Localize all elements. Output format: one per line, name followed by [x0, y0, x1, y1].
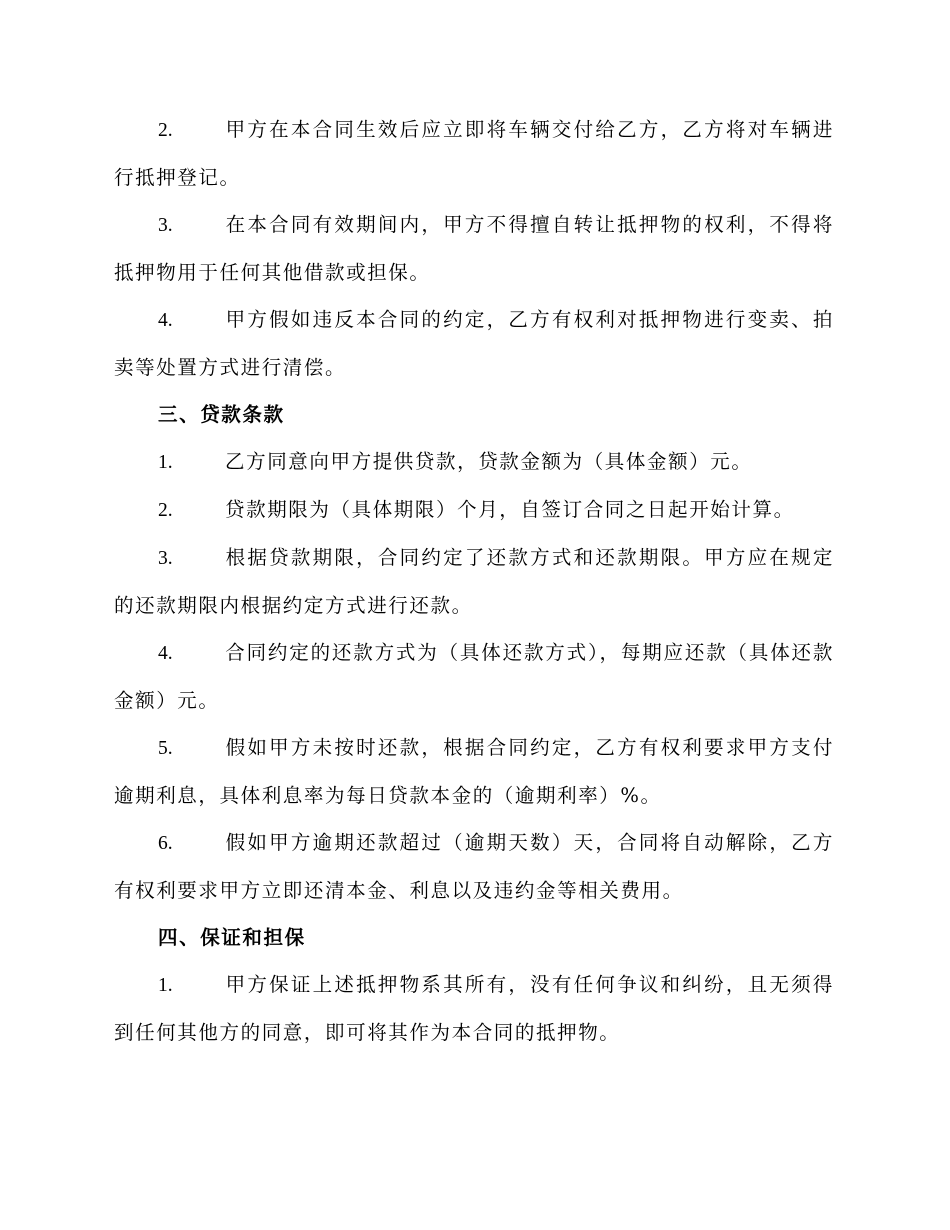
clause-item: [114, 534, 834, 629]
clause-number: 1.: [158, 975, 173, 996]
clause-text: 假如甲方未按时还款，根据合同约定，乙方有权利要求甲方支付逾期利息，具体利息率为每日贷款本金的（逾期利率）%。: [114, 736, 834, 807]
clause-number: 3.: [158, 548, 173, 569]
clause-item: [114, 486, 834, 534]
clause-text: 贷款期限为（具体期限）个月，自签订合同之日起开始计算。: [225, 498, 795, 521]
clause-item: [114, 629, 834, 724]
clause-number: 3.: [158, 215, 173, 236]
clause-text: 合同约定的还款方式为（具体还款方式），每期应还款（具体还款金额）元。: [114, 641, 834, 712]
clause-text: 假如甲方逾期还款超过（逾期天数）天，合同将自动解除，乙方有权利要求甲方立即还清本金、利息以及违约金等相关费用。: [114, 831, 834, 902]
clause-item: [114, 724, 834, 819]
clause-item: [114, 438, 834, 486]
clause-number: 5.: [158, 738, 173, 759]
clause-text: 根据贷款期限，合同约定了还款方式和还款期限。甲方应在规定的还款期限内根据约定方式进行还款。: [114, 546, 834, 617]
clause-number: 6.: [158, 833, 173, 854]
document-body: [114, 106, 834, 1056]
clause-text: 甲方在本合同生效后应立即将车辆交付给乙方，乙方将对车辆进行抵押登记。: [114, 118, 834, 189]
clause-text: 甲方假如违反本合同的约定，乙方有权利对抵押物进行变卖、拍卖等处置方式进行清偿。: [114, 308, 834, 379]
section-heading: 四、保证和担保: [158, 926, 306, 949]
clause-item: [114, 819, 834, 914]
clause-item: [114, 201, 834, 296]
clause-text: 在本合同有效期间内，甲方不得擅自转让抵押物的权利，不得将抵押物用于任何其他借款或担保。: [114, 213, 834, 284]
clause-text: 乙方同意向甲方提供贷款，贷款金额为（具体金额）元。: [225, 450, 753, 473]
clause-text: 甲方保证上述抵押物系其所有，没有任何争议和纠纷，且无须得到任何其他方的同意，即可将其作为本合同的抵押物。: [114, 973, 834, 1044]
clause-item: [114, 106, 834, 201]
clause-number: 2.: [158, 120, 173, 141]
clause-item: [114, 296, 834, 391]
clause-number: 2.: [158, 500, 173, 521]
section-heading: 三、贷款条款: [158, 403, 285, 426]
clause-number: 1.: [158, 452, 173, 473]
clause-item: [114, 961, 834, 1056]
clause-number: 4.: [158, 643, 173, 664]
clause-number: 4.: [158, 310, 173, 331]
